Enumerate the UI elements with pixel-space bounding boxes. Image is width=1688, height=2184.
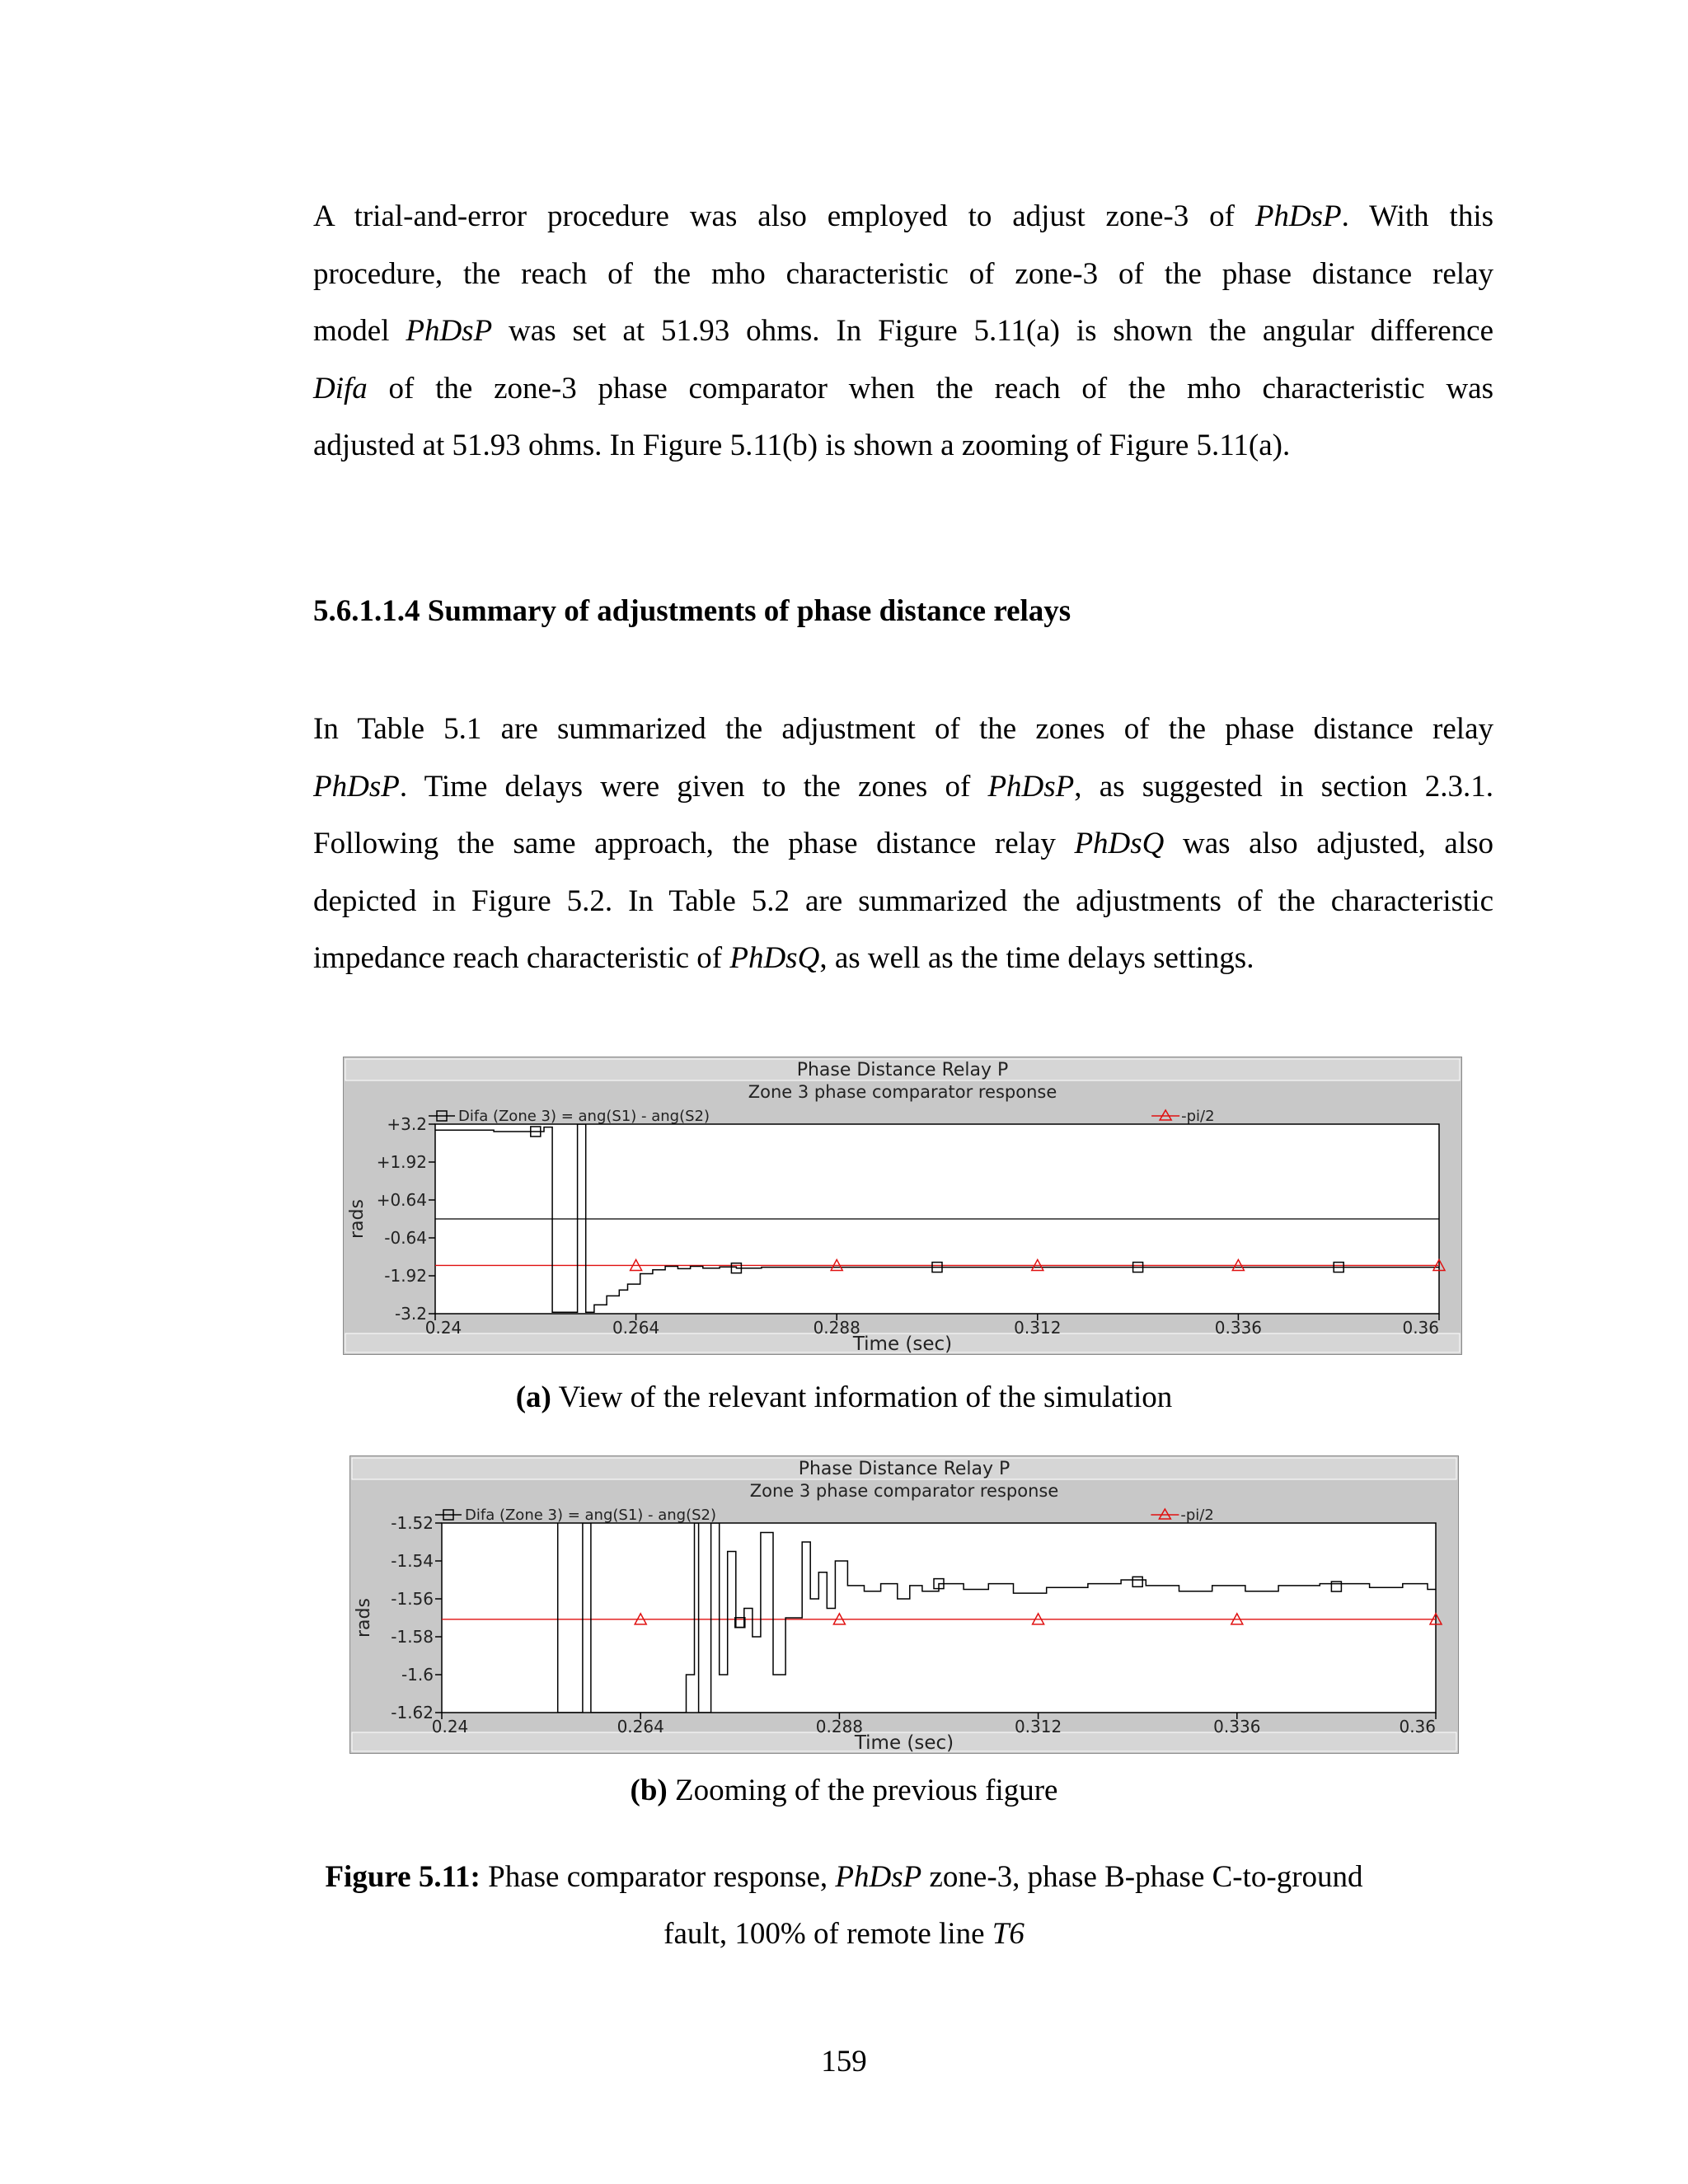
italic-term: PhDsP — [406, 314, 493, 348]
y-tick-label: +1.92 — [376, 1152, 427, 1172]
text-run: depicted in Figure 5.2. In Table 5.2 are summarized the adjustments of the characteristic — [313, 883, 1493, 918]
caption-b-text: Zooming of the previous figure — [667, 1774, 1058, 1807]
caption-a — [0, 1380, 1688, 1415]
x-tick-label: 0.24 — [431, 1717, 469, 1736]
y-tick-label: +0.64 — [376, 1190, 427, 1210]
y-axis-label: rads — [347, 1199, 368, 1239]
x-axis-label: Time (sec) — [854, 1732, 954, 1754]
legend-label-pi2: -pi/2 — [1181, 1108, 1215, 1125]
italic-term: PhDsP — [313, 769, 400, 804]
text-run: impedance reach characteristic of — [313, 941, 730, 975]
y-tick-label: +3.2 — [387, 1114, 427, 1134]
italic-term: PhDsQ — [1074, 827, 1165, 860]
italic-term: PhDsP — [1254, 199, 1342, 233]
y-tick-label: -1.52 — [391, 1513, 434, 1533]
y-tick-label: -3.2 — [394, 1304, 427, 1324]
legend-label-pi2: -pi/2 — [1180, 1507, 1214, 1524]
x-tick-label: 0.264 — [612, 1318, 660, 1338]
caption-b-label: (b) — [630, 1774, 668, 1807]
chart-title: Phase Distance Relay P — [798, 1459, 1010, 1479]
text-line — [313, 360, 1493, 418]
x-tick-label: 0.24 — [424, 1318, 462, 1338]
figure-a — [343, 1057, 1462, 1359]
figure-caption-rest: zone-3, phase B-phase C-to-ground — [921, 1860, 1363, 1894]
chart-subtitle: Zone 3 phase comparator response — [748, 1082, 1057, 1102]
text-run: model — [313, 314, 406, 348]
figure-b — [349, 1455, 1459, 1758]
figure-caption-line-name: T6 — [992, 1917, 1025, 1951]
text-run: In Table 5.1 are summarized the adjustment of the zones of the phase distance relay — [313, 712, 1493, 746]
x-tick-label: 0.336 — [1213, 1717, 1261, 1736]
y-tick-label: -1.54 — [391, 1551, 434, 1571]
text-run: , as well as the time delays settings. — [819, 941, 1254, 975]
text-run: adjusted at 51.93 ohms. In Figure 5.11(b) is shown a zooming of Figure 5.11(a). — [313, 429, 1291, 462]
y-tick-label: -0.64 — [384, 1228, 427, 1248]
x-tick-label: 0.288 — [815, 1717, 864, 1736]
text-line — [313, 815, 1493, 873]
y-tick-label: -1.6 — [401, 1665, 434, 1685]
figure-caption-line-2 — [0, 1916, 1688, 1952]
text-run: was also adjusted, also — [1164, 827, 1493, 860]
x-tick-label: 0.288 — [813, 1318, 860, 1338]
caption-a-label: (a) — [515, 1380, 551, 1414]
x-tick-label: 0.312 — [1014, 1318, 1062, 1338]
x-tick-label: 0.36 — [1399, 1717, 1436, 1736]
chart-subtitle: Zone 3 phase comparator response — [749, 1481, 1059, 1501]
chart-b — [349, 1455, 1459, 1754]
x-axis-label: Time (sec) — [852, 1333, 953, 1355]
figure-caption-text: Phase comparator response, — [480, 1860, 836, 1894]
figure-caption-line-1 — [0, 1859, 1688, 1895]
x-tick-label: 0.264 — [617, 1717, 664, 1736]
chart-a — [343, 1057, 1462, 1355]
y-axis-label: rads — [354, 1598, 374, 1638]
page-number: 159 — [821, 2045, 867, 2079]
paragraph-2 — [313, 701, 1493, 987]
italic-term: PhDsP — [987, 769, 1075, 804]
x-tick-label: 0.36 — [1402, 1318, 1439, 1338]
section-heading: 5.6.1.1.4 Summary of adjustments of phase distance relays — [313, 594, 1071, 628]
y-tick-label: -1.56 — [391, 1589, 434, 1609]
text-run: procedure, the reach of the mho characteristic of zone-3 of the phase distance relay — [313, 256, 1493, 291]
text-run: Following the same approach, the phase distance relay — [313, 827, 1075, 860]
text-line — [313, 930, 1493, 987]
text-line — [313, 701, 1493, 758]
legend-label-difa: Difa (Zone 3) = ang(S1) - ang(S2) — [465, 1507, 717, 1524]
text-line — [313, 758, 1493, 816]
text-line — [313, 873, 1493, 930]
text-line — [313, 302, 1493, 360]
text-run: of the zone-3 phase comparator when the reach of the mho characteristic was — [367, 371, 1493, 405]
italic-term: PhDsQ — [729, 941, 820, 975]
text-run: was set at 51.93 ohms. In Figure 5.11(a) is shown the angular difference — [492, 314, 1494, 348]
legend-label-difa: Difa (Zone 3) = ang(S1) - ang(S2) — [458, 1108, 710, 1125]
text-run: . With this — [1341, 199, 1493, 233]
figure-caption-model: PhDsP — [835, 1860, 922, 1894]
text-line — [313, 417, 1493, 475]
y-tick-label: -1.62 — [391, 1703, 434, 1722]
italic-term: Difa — [313, 371, 368, 405]
text-run: . Time delays were given to the zones of — [399, 769, 988, 804]
paragraph-1 — [313, 188, 1493, 475]
y-tick-label: -1.58 — [391, 1627, 434, 1647]
x-tick-label: 0.312 — [1014, 1717, 1062, 1736]
text-run: , as suggested in section 2.3.1. — [1074, 769, 1493, 804]
caption-a-text: View of the relevant information of the simulation — [551, 1380, 1173, 1414]
x-tick-label: 0.336 — [1214, 1318, 1263, 1338]
text-run: A trial-and-error procedure was also employed to adjust zone-3 of — [313, 199, 1255, 233]
figure-caption-line2-text: fault, 100% of remote line — [663, 1917, 992, 1951]
text-line — [313, 188, 1493, 246]
y-tick-label: -1.92 — [384, 1266, 427, 1286]
text-line — [313, 246, 1493, 303]
figure-caption-label: Figure 5.11: — [325, 1860, 481, 1894]
caption-b — [0, 1773, 1688, 1808]
chart-title: Phase Distance Relay P — [796, 1060, 1009, 1080]
